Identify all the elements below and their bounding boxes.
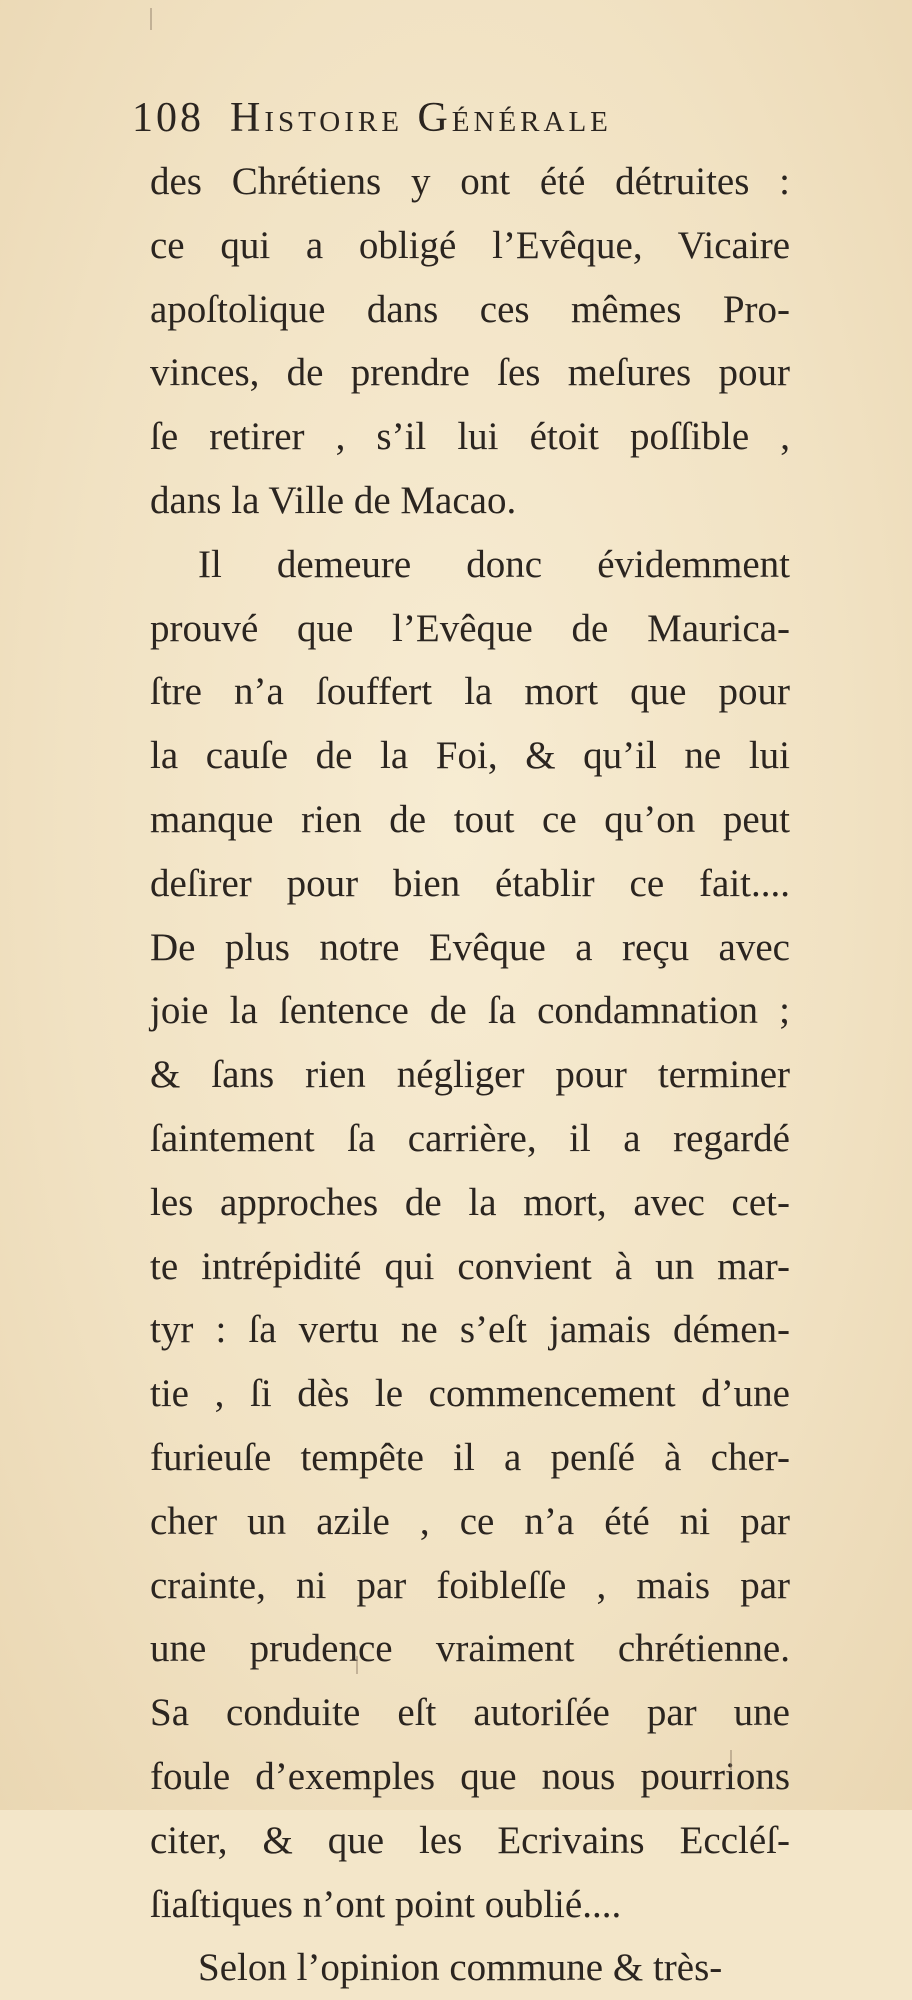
text-line: citer, & que les Ecrivains Eccléſ- <box>150 1818 790 1862</box>
text-line: joie la ſentence de ſa condamnation ; <box>150 989 790 1033</box>
text-line: tie , ſi dès le commencement d’une <box>150 1372 790 1416</box>
text-line: deſirer pour bien établir ce fait.... <box>150 861 790 905</box>
text-line: vinces, de prendre ſes meſures pour <box>150 351 790 395</box>
text-line: te intrépidité qui convient à un mar- <box>150 1244 790 1288</box>
text-line: ce qui a obligé l’Evêque, Vicaire <box>150 223 790 267</box>
text-line: foule d’exemples que nous pourrions <box>150 1754 790 1798</box>
page-number: 108 <box>132 95 204 141</box>
text-line: des Chrétiens y ont été détruites : <box>150 160 790 203</box>
text-line: dans la Ville de Macao. <box>150 478 517 522</box>
text-line: ſiaſtiques n’ont point oublié.... <box>150 1882 622 1926</box>
text-line: la cauſe de la Foi, & qu’il ne lui <box>150 734 790 778</box>
text-line: apoſtolique dans ces mêmes Pro- <box>150 287 790 331</box>
text-line: les approches de la mort, avec cet- <box>150 1180 790 1224</box>
text-line: ſtre n’a ſouffert la mort que pour <box>150 670 790 714</box>
paper-speck <box>356 1656 358 1674</box>
text-line: De plus notre Evêque a reçu avec <box>150 925 790 969</box>
text-line: & ſans rien négliger pour terminer <box>150 1053 790 1097</box>
text-line: Il demeure donc évidemment <box>198 542 790 586</box>
text-line: ſaintement ſa carrière, il a regardé <box>150 1116 790 1160</box>
text-line: tyr : ſa vertu ne s’eſt jamais démen- <box>150 1308 790 1352</box>
paper-speck <box>150 8 152 30</box>
text-line: manque rien de tout ce qu’on peut <box>150 797 790 841</box>
text-line: ſe retirer , s’il lui étoit poſſible , <box>150 415 790 459</box>
running-header <box>132 94 782 150</box>
text-line: Selon l’opinion commune & très- <box>198 1946 723 1990</box>
text-line: crainte, ni par foibleſſe , mais par <box>150 1563 790 1607</box>
body-text <box>150 150 790 2000</box>
paper-speck <box>730 1750 732 1770</box>
running-title: Histoire Générale <box>230 95 612 141</box>
text-line: une prudence vraiment chrétienne. <box>150 1627 790 1671</box>
text-line: furieuſe tempête il a penſé à cher- <box>150 1435 790 1479</box>
text-line: cher un azile , ce n’a été ni par <box>150 1499 790 1543</box>
text-line: prouvé que l’Evêque de Maurica- <box>150 606 790 650</box>
text-line: Sa conduite eſt autoriſée par une <box>150 1691 790 1735</box>
